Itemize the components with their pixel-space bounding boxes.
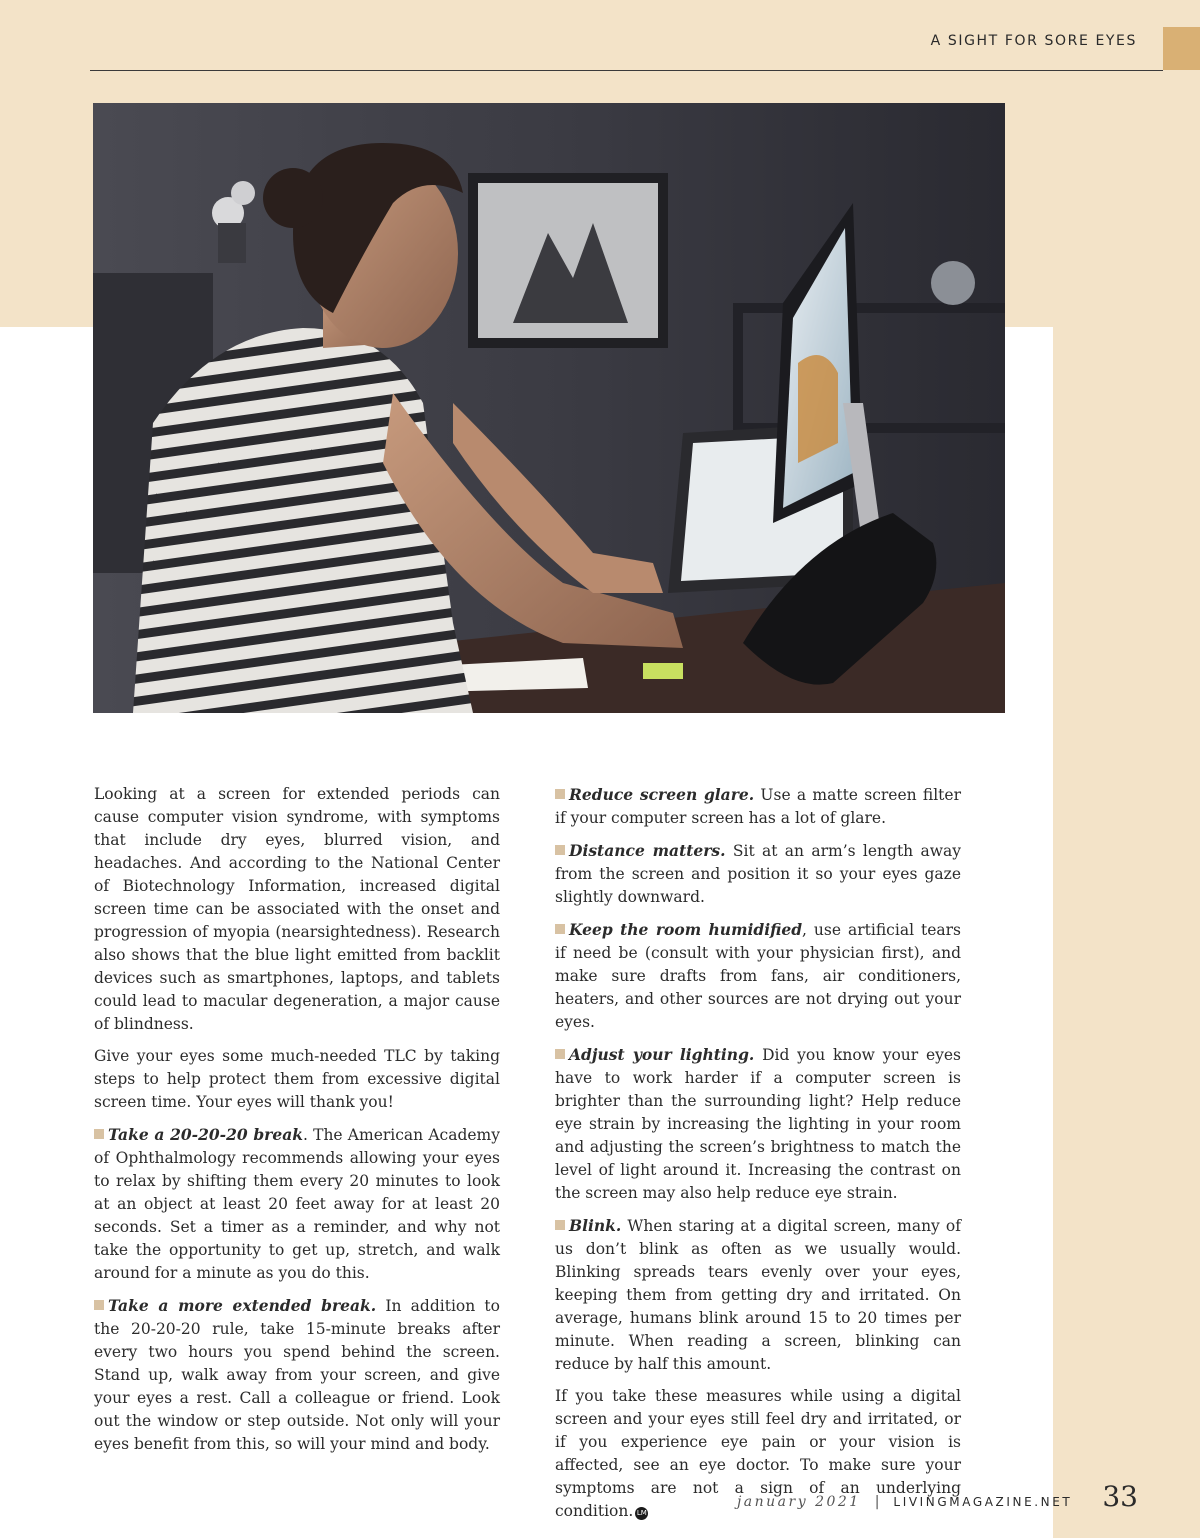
tip-lead: Distance matters.	[569, 841, 726, 860]
tip-body: . The American Academy of Ophthalmology recommends allowing your eyes to relax by shifting them every 20 minutes to look at an object at least 20 feet away for at least 20 seconds. Set a timer as a reminder, and why not take the opportunity to get up, stretch, and walk around for a minute as you do this.	[94, 1126, 501, 1282]
bullet-square-icon	[94, 1129, 104, 1139]
tip-lead: Reduce screen glare.	[569, 785, 755, 804]
tip-lead: Keep the room humidified	[569, 920, 803, 939]
website-link[interactable]: LIVINGMAGAZINE.NET	[893, 1495, 1073, 1509]
tip-lead: Adjust your lighting.	[569, 1045, 755, 1064]
tip-lead: Blink.	[569, 1216, 622, 1235]
article-left-column	[94, 783, 500, 1465]
tip-body: When staring at a digital screen, many of us don’t blink as often as we usually would. Blinking spreads tears evenly over your eyes, keeping them from getting dry and irritated. On average, humans blink around 15 to 20 times per minute. When reading a screen, blinking can reduce by half this amount.	[555, 1217, 961, 1373]
tip-lead: Take a more extended break.	[108, 1296, 377, 1315]
tip-blink	[555, 1214, 961, 1376]
tip-extended-break	[94, 1294, 500, 1456]
bullet-square-icon	[94, 1300, 104, 1310]
closing-text: If you take these measures while using a digital screen and your eyes still feel dry and irritated, or if you experience eye pain or your vision is affected, see an eye doctor. To make sure your symptoms are not a sign of an underlying condition.	[555, 1387, 961, 1520]
tip-body: Use a matte screen filter if your computer screen has a lot of glare.	[555, 786, 961, 827]
tip-distance	[555, 839, 961, 909]
page-number: 33	[1102, 1480, 1138, 1513]
section-tab-accent	[1163, 27, 1200, 70]
tip-humidified	[555, 918, 961, 1034]
tip-body: Did you know your eyes have to work harder if a computer screen is brighter than the surrounding light? Help reduce eye strain by increasing the lighting in your room and adjusting the screen’s brightness to match the level of light around it. Increasing the contrast on the screen may also help reduce eye strain.	[555, 1046, 961, 1202]
tip-lead: Take a 20-20-20 break	[108, 1125, 303, 1144]
woman-at-computer-photo	[93, 103, 1005, 713]
bullet-square-icon	[555, 924, 565, 934]
page-footer	[737, 1480, 1138, 1513]
tip-screen-glare	[555, 783, 961, 830]
bullet-square-icon	[555, 1220, 565, 1230]
issue-date: january 2021	[736, 1494, 861, 1510]
living-logo-end-icon: LM	[635, 1507, 648, 1520]
tip-body: , use artificial tears if need be (consult with your physician first), and make sure drafts from fans, air conditioners, heaters, and other sources are not drying out your eyes.	[555, 921, 961, 1031]
footer-separator: |	[874, 1494, 880, 1510]
cream-background-right	[1053, 0, 1200, 1538]
article-right-column	[555, 783, 961, 1532]
intro-paragraph: Looking at a screen for extended periods can cause computer vision syndrome, with symptoms that include dry eyes, blurred vision, and headaches. And according to the National Center of Biotechnology Information, increased digital screen time can be associated with the onset and progression of myopia (nearsightedness). Research also shows that the blue light emitted from backlit devices such as smartphones, laptops, and tablets could lead to macular degeneration, a major cause of blindness.	[94, 785, 500, 1033]
bullet-square-icon	[555, 845, 565, 855]
tip-body: Sit at an arm’s length away from the screen and position it so your eyes gaze slightly downward.	[555, 842, 961, 906]
tip-body: In addition to the 20-20-20 rule, take 15-minute breaks after every two hours you spend behind the screen. Stand up, walk away from your screen, and give your eyes a rest. Call a colleague or friend. Look out the window or step outside. Not only will your eyes benefit from this, so will your mind and body.	[94, 1297, 500, 1453]
section-title: A SIGHT FOR SORE EYES	[930, 33, 1137, 49]
tip-lighting	[555, 1043, 961, 1205]
tip-20-20-20	[94, 1123, 500, 1285]
bullet-square-icon	[555, 1049, 565, 1059]
header-rule	[90, 70, 1163, 71]
bullet-square-icon	[555, 789, 565, 799]
tlc-paragraph: Give your eyes some much-needed TLC by taking steps to help protect them from excessive digital screen time. Your eyes will thank you!	[94, 1047, 500, 1111]
